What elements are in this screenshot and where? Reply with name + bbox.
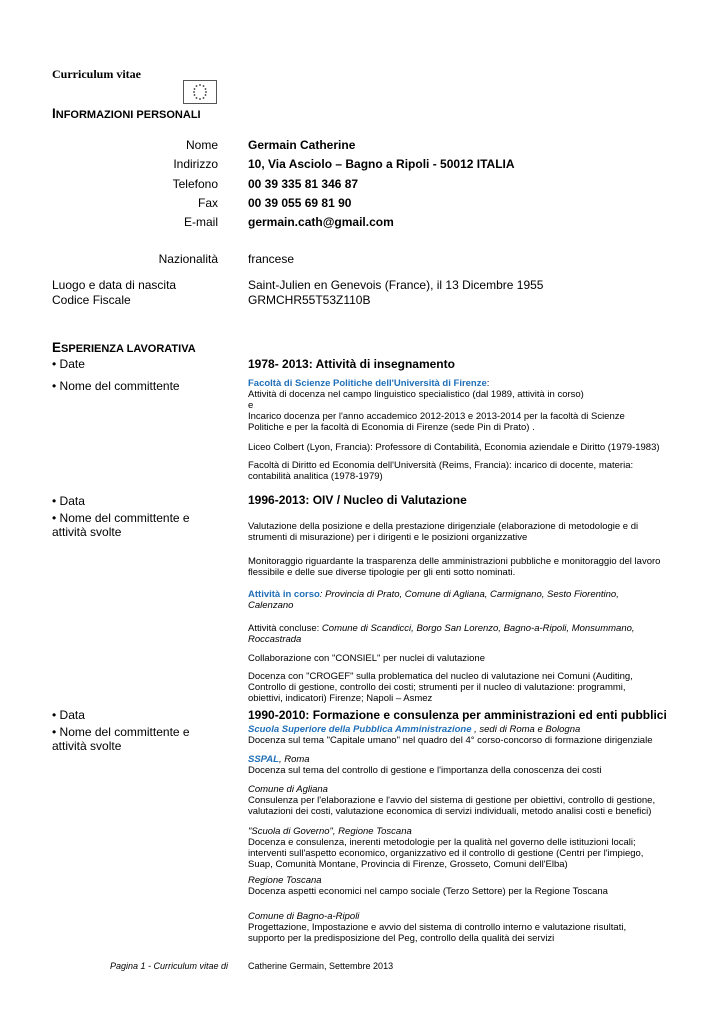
- email-value: germain.cath@gmail.com: [248, 215, 394, 229]
- personal-section-title: INFORMAZIONI PERSONALI: [52, 106, 201, 121]
- nationality-value: francese: [248, 252, 295, 266]
- entry2-p1: Valutazione della posizione e della prestazione dirigenziale (elaborazione di metodologie e di strumenti di misurazione) per i dirigenti e le posizioni organizzative: [248, 521, 639, 543]
- fax-value: 00 39 055 69 81 90: [248, 196, 352, 210]
- name-value: Germain Catherine: [248, 138, 356, 152]
- fiscal-code-value: GRMCHR55T53Z110B: [248, 293, 371, 307]
- entry3-org3: Comune di Agliana Consulenza per l'elaborazione e l'avvio del sistema di gestione per obiettivi, controllo di gestione, valutazioni dei costi, valutazione economica di servizi individuali, metodo analisi costi e benefici): [248, 784, 656, 817]
- entry2-client-label-2: attività svolte: [52, 525, 122, 539]
- entry1-date-label: • Date: [52, 357, 85, 371]
- birth-value: Saint-Julien en Genevois (France), il 13 Dicembre 1955: [248, 278, 544, 292]
- entry1-para2: Liceo Colbert (Lyon, Francia): Professore di Contabilità, Economia aziendale e Diritto (1979-1983): [248, 442, 660, 453]
- entry2-p5: Collaborazione con "CONSIEL" per nuclei di valutazione: [248, 653, 485, 664]
- experience-section-title: ESPERIENZA LAVORATIVA: [52, 340, 196, 355]
- entry3-title: 1990-2010: Formazione e consulenza per amministrazioni ed enti pubblici: [248, 708, 667, 722]
- cv-title: Curriculum vitae: [52, 67, 141, 81]
- entry1-details: Facoltà di Scienze Politiche dell'Università di Firenze: Attività di docenza nel campo linguistico specialistico (dal 1989, attività in corso) e Incarico docenza per l'anno accademico 2012-2013 e 2013-2014 per la facoltà di Scienze Politiche e per la facoltà di Economia di Firenze (sede Pin di Prato) .: [248, 378, 625, 433]
- nationality-label: Nazionalità: [158, 252, 218, 266]
- entry1-client-label: • Nome del committente: [52, 379, 180, 393]
- entry3-org5: Regione Toscana Docenza aspetti economici nel campo sociale (Terzo Settore) per la Regione Toscana: [248, 875, 608, 897]
- entry1-title: 1978- 2013: Attività di insegnamento: [248, 357, 455, 371]
- entry2-p4: Attività concluse: Comune di Scandicci, Borgo San Lorenzo, Bagno-a-Ripoli, Monsummano, Roccastrada: [248, 623, 635, 645]
- entry3-org1: Scuola Superiore della Pubblica Amministrazione , sedi di Roma e Bologna Docenza sul tema "Capitale umano" nel quadro del 4° corso-concorso di formazione dirigenziale: [248, 724, 653, 746]
- fiscal-code-label: Codice Fiscale: [52, 293, 131, 307]
- entry2-client-label-1: • Nome del committente e: [52, 511, 190, 525]
- entry1-para3: Facoltà di Diritto ed Economia dell'Università (Reims, Francia): incarico di docente, materia: contabilità analitica (1978-1979): [248, 460, 634, 482]
- entry2-title: 1996-2013: OIV / Nucleo di Valutazione: [248, 493, 467, 507]
- footer-right: Catherine Germain, Settembre 2013: [248, 961, 394, 971]
- name-label: Nome: [185, 138, 218, 152]
- footer-left: Pagina 1 - Curriculum vitae di: [110, 961, 229, 971]
- address-label: Indirizzo: [173, 157, 218, 171]
- entry3-client-label-2: attività svolte: [52, 739, 122, 753]
- fax-label: Fax: [197, 196, 218, 210]
- entry2-date-label: • Data: [52, 494, 85, 508]
- entry3-org4: "Scuola di Governo", Regione Toscana Docenza e consulenza, inerenti metodologie per la qualità nel governo delle istituzioni locali; interventi sull'aspetto economico, organizzativo ed il controllo di gestione (Centri per l'impiego, Suap, Comunità Montane, Provincia di Firenze, Grosseto, Comuni dell'Elba): [248, 826, 644, 870]
- phone-label: Telefono: [172, 177, 218, 191]
- entry2-p2: Monitoraggio riguardante la trasparenza delle amministrazioni pubbliche e monitoraggio del lavoro flessibile e delle sue diverse tipologie per gli enti sotto nominati.: [248, 556, 661, 578]
- entry1-org: Facoltà di Scienze Politiche dell'Università di Firenze: [248, 378, 487, 389]
- entry3-date-label: • Data: [52, 708, 85, 722]
- email-label: E-mail: [183, 215, 218, 229]
- eu-flag-icon: [183, 80, 217, 104]
- address-value: 10, Via Asciolo – Bagno a Ripoli - 50012 ITALIA: [248, 157, 515, 171]
- phone-value: 00 39 335 81 346 87: [248, 177, 359, 191]
- birth-label: Luogo e data di nascita: [52, 278, 177, 292]
- entry3-org2: SSPAL, Roma Docenza sul tema del controllo di gestione e l'importanza della conoscenza dei costi: [248, 754, 602, 776]
- entry2-p3: Attività in corso: Provincia di Prato, Comune di Agliana, Carmignano, Sesto Fiorentino, Calenzano: [248, 589, 619, 611]
- entry2-p6: Docenza con "CROGEF" sulla problematica del nucleo di valutazione nei Comuni (Auditing, Controllo di gestione, controllo dei costi; strumenti per il nucleo di valutazione: programmi, obiettivi, indicatori) Firenze; Napoli – Asmez: [248, 671, 633, 704]
- entry3-org6: Comune di Bagno-a-Ripoli Progettazione, Impostazione e avvio del sistema di controllo interno e valutazione risultati, supporto per la predisposizione del Peg, controllo della qualità dei servizi: [248, 911, 627, 944]
- entry3-client-label-1: • Nome del committente e: [52, 725, 190, 739]
